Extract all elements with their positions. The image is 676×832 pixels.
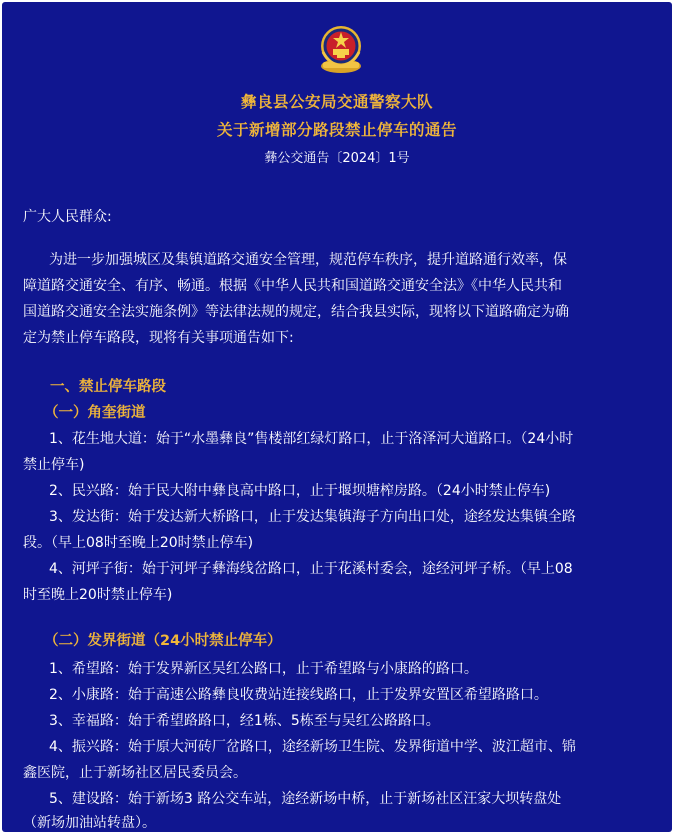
list-item: 2、民兴路：始于民大附中彝良高中路口，止于堰坝塘榨房路。（24小时禁止停车)	[49, 483, 551, 499]
list-item-continuation: 禁止停车)	[23, 457, 85, 473]
list-item-continuation: 段。（早上08时至晚上20时禁止停车)	[23, 535, 254, 551]
list-item: 3、发达街：始于发达新大桥路口，止于发达集镇海子方向出口处，途经发达集镇全路	[49, 509, 576, 525]
subsection-heading-fajie: （二）发界街道（24小时禁止停车）	[44, 633, 282, 649]
intro-line-4: 定为禁止停车路段，现将有关事项通告如下:	[23, 330, 294, 346]
notice-page	[2, 2, 672, 832]
list-item: 4、河坪子街：始于河坪子彝海线岔路口，止于花溪村委会，途经河坪子桥。（早上08	[49, 561, 573, 577]
list-item-continuation: 时至晚上20时禁止停车)	[23, 587, 173, 603]
salutation: 广大人民群众:	[23, 209, 112, 225]
list-item: 4、振兴路：始于原大河砖厂岔路口，途经新场卫生院、发界街道中学、波江超市、锦	[49, 739, 576, 755]
notice-title-line1: 彝良县公安局交通警察大队	[240, 93, 433, 111]
list-item: 1、花生地大道：始于“水墨彝良”售楼部红绿灯路口，止于洛泽河大道路口。（24小时	[49, 431, 574, 447]
police-emblem-icon	[315, 22, 367, 76]
list-item-continuation: （新场加油站转盘）。	[23, 815, 156, 831]
section-heading: 一、禁止停车路段	[50, 379, 166, 395]
document-number: 彝公交通告〔2024〕1号	[264, 151, 410, 166]
notice-title-line2: 关于新增部分路段禁止停车的通告	[216, 121, 457, 139]
subsection-heading-jiaokui: （一）角奎街道	[44, 405, 146, 421]
list-item: 5、建设路：始于新场3 路公交车站，途经新场中桥，止于新场社区汪家大坝转盘处	[49, 791, 562, 807]
list-item: 3、幸福路：始于希望路路口，经1栋、5栋至与吴红公路路口。	[49, 713, 440, 729]
list-item: 2、小康路：始于高速公路彝良收费站连接线路口，止于发界安置区希望路路口。	[49, 687, 548, 703]
intro-line-1: 为进一步加强城区及集镇道路交通安全管理，规范停车秩序，提升道路通行效率，保	[49, 252, 567, 268]
list-item: 1、希望路：始于发界新区吴红公路口，止于希望路与小康路的路口。	[49, 661, 478, 677]
intro-line-2: 障道路交通安全、有序、畅通。根据《中华人民共和国道路交通安全法》《中华人民共和	[23, 278, 562, 294]
intro-line-3: 国道路交通安全法实施条例》等法律法规的规定，结合我县实际，现将以下道路确定为确	[23, 304, 569, 320]
list-item-continuation: 鑫医院，止于新场社区居民委员会。	[23, 765, 247, 781]
